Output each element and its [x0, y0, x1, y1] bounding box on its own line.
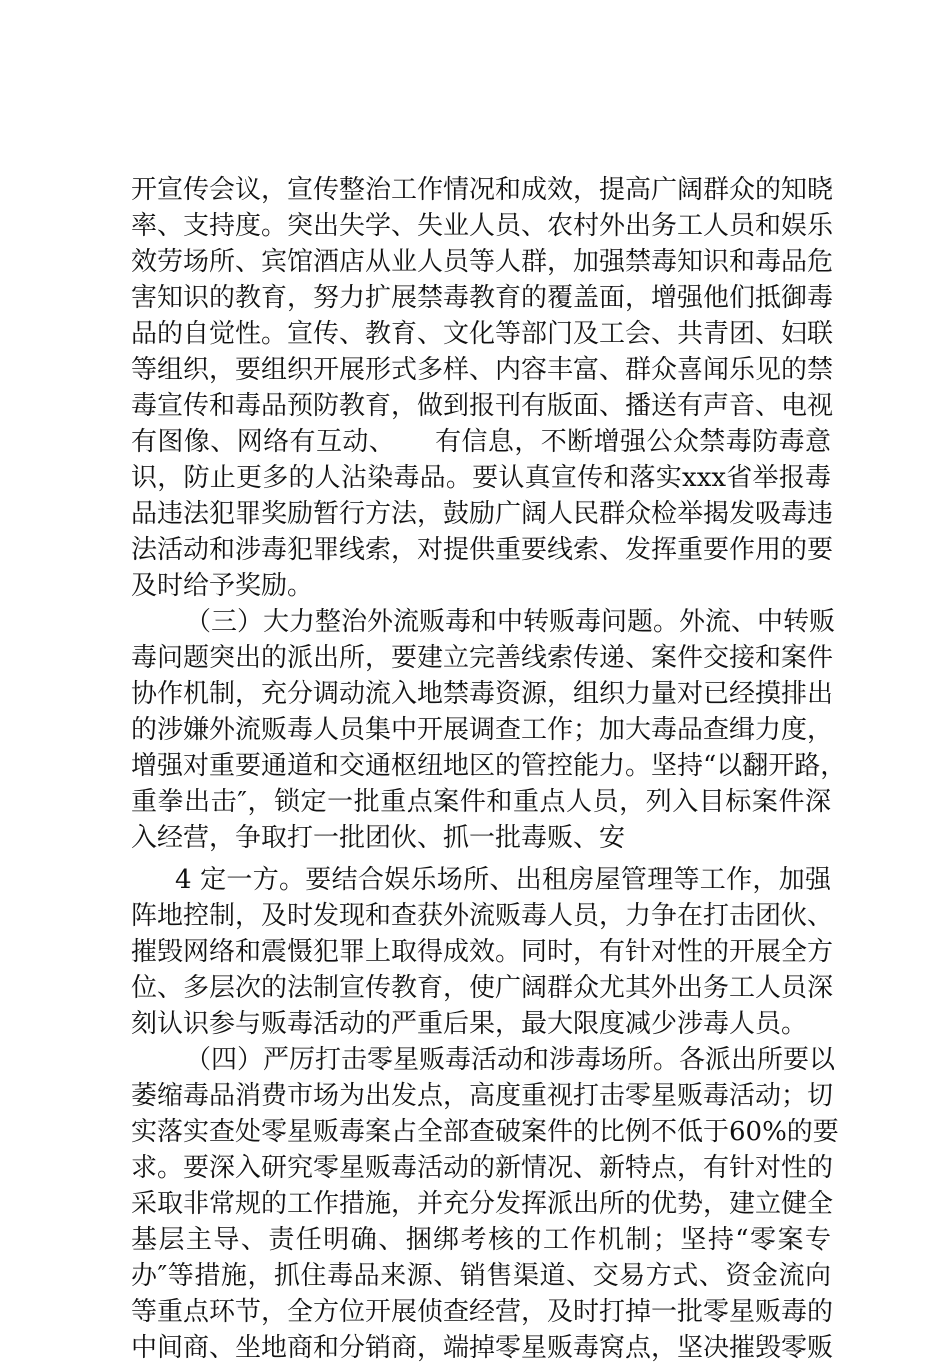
text-line: 识，防止更多的人沾染毒品。要认真宣传和落实xxx省举报毒 — [131, 463, 831, 493]
text-line: 效劳场所、宾馆酒店从业人员等人群，加强禁毒知识和毒品危 — [131, 247, 834, 277]
text-line: 品的自觉性。宣传、教育、文化等部门及工会、共青团、妇联 — [131, 319, 834, 349]
text-line: 基层主导、责任明确、捆绑考核的工作机制；坚持“零案专 — [131, 1225, 831, 1255]
text-line: 求。要深入研究零星贩毒活动的新情况、新特点，有针对性的 — [131, 1153, 834, 1183]
text-line: 品违法犯罪奖励暂行方法，鼓励广阔人民群众检举揭发吸毒违 — [131, 499, 834, 529]
text-line: 等组织，要组织开展形式多样、内容丰富、群众喜闻乐见的禁 — [131, 355, 834, 385]
text-line: 实落实查处零星贩毒案占全部查破案件的比例不低于60%的要 — [131, 1117, 839, 1147]
text-line: 开宣传会议，宣传整治工作情况和成效，提高广阔群众的知晓 — [131, 175, 834, 205]
text-line: 4 定一方。要结合娱乐场所、出租房屋管理等工作，加强 — [175, 865, 831, 895]
text-line: 协作机制，充分调动流入地禁毒资源，组织力量对已经摸排出 — [131, 679, 834, 709]
text-line: 害知识的教育，努力扩展禁毒教育的覆盖面，增强他们抵御毒 — [131, 283, 834, 313]
text-line: 毒问题突出的派出所，要建立完善线索传递、案件交接和案件 — [131, 643, 834, 673]
text-line: 入经营，争取打一批团伙、抓一批毒贩、安 — [131, 823, 626, 853]
text-line: 位、多层次的法制宣传教育，使广阔群众尤其外出务工人员深 — [131, 973, 834, 1003]
text-line: 的涉嫌外流贩毒人员集中开展调查工作；加大毒品查缉力度， — [131, 715, 834, 745]
text-line: 及时给予奖励。 — [131, 571, 314, 601]
text-line: 办″等措施，抓住毒品来源、销售渠道、交易方式、资金流向 — [131, 1261, 831, 1291]
text-line: 法活动和涉毒犯罪线索，对提供重要线索、发挥重要作用的要 — [131, 535, 834, 565]
text-line: 中间商、坐地商和分销商，端掉零星贩毒窝点，坚决摧毁零贩 — [131, 1333, 834, 1363]
paragraph-heading-3: （三）大力整治外流贩毒和中转贩毒问题。外流、中转贩 — [185, 607, 836, 637]
paragraph-heading-4: （四）严厉打击零星贩毒活动和涉毒场所。各派出所要以 — [185, 1045, 836, 1075]
text-line: 刻认识参与贩毒活动的严重后果，最大限度减少涉毒人员。 — [131, 1009, 808, 1039]
text-line: 等重点环节，全方位开展侦查经营，及时打掉一批零星贩毒的 — [131, 1297, 834, 1327]
text-line: 增强对重要通道和交通枢纽地区的管控能力。坚持“以翻开路， — [131, 751, 847, 781]
text-line: 阵地控制，及时发现和查获外流贩毒人员，力争在打击团伙、 — [131, 901, 834, 931]
text-line: 摧毁网络和震慑犯罪上取得成效。同时，有针对性的开展全方 — [131, 937, 834, 967]
text-line: 采取非常规的工作措施，并充分发挥派出所的优势，建立健全 — [131, 1189, 834, 1219]
text-line: 有图像、网络有互动、 有信息，不断增强公众禁毒防毒意 — [131, 427, 831, 457]
text-line: 重拳出击″，锁定一批重点案件和重点人员，列入目标案件深 — [131, 787, 831, 817]
text-line: 萎缩毒品消费市场为出发点，高度重视打击零星贩毒活动；切 — [131, 1081, 834, 1111]
text-line: 毒宣传和毒品预防教育，做到报刊有版面、播送有声音、电视 — [131, 391, 834, 421]
text-line: 率、支持度。突出失学、失业人员、农村外出务工人员和娱乐 — [131, 211, 834, 241]
